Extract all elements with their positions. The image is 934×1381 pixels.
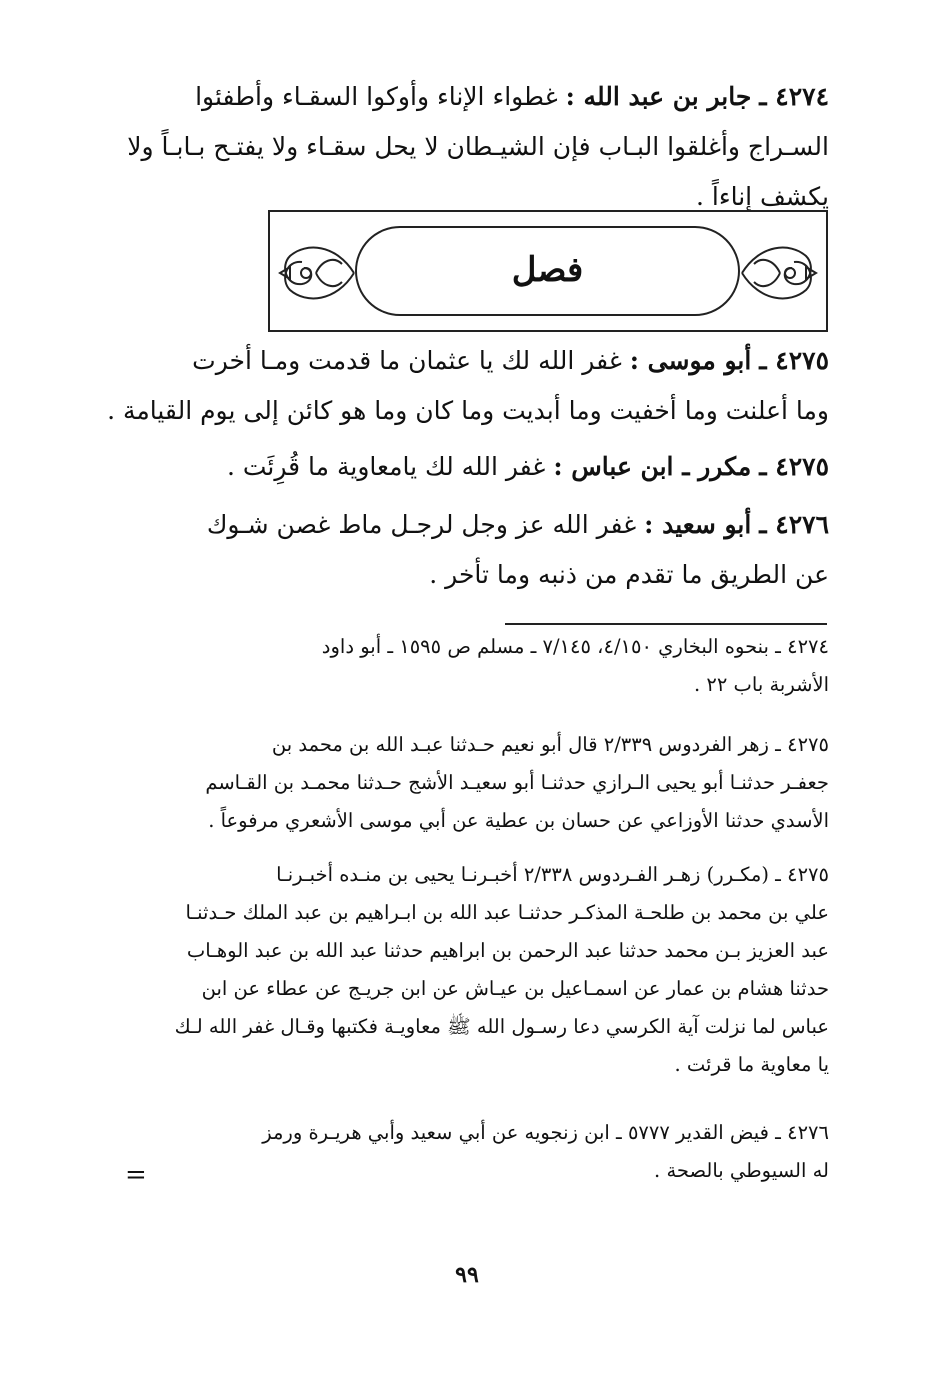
hadith-line: وما أعلنت وما أخفيت وما أبديت وما كان وما هو كائن إلى يوم القيامة . xyxy=(107,396,829,425)
hadith-number: ٤٢٧٤ ـ xyxy=(759,82,829,111)
hadith-number: ٤٢٧٥ ـ xyxy=(759,346,829,375)
footnote-4276 xyxy=(149,1114,829,1190)
hadith-text: غفر الله عز وجل لرجـل ماط غصن شـوك xyxy=(206,510,637,539)
footnote-separator xyxy=(505,623,827,625)
hadith-narrator: أبو موسى : xyxy=(629,346,752,375)
hadith-text: غطواء الإناء وأوكوا السقـاء وأطفئوا xyxy=(195,82,558,111)
footnote-line: ٤٢٧٥ ـ زهر الفردوس ٢/٣٣٩ قال أبو نعيم حـدثنا عبـد الله بن محمد بن xyxy=(271,733,829,756)
hadith-number: ٤٢٧٥ ـ xyxy=(759,452,829,481)
ornament-icon xyxy=(276,234,356,312)
hadith-4275-repeat xyxy=(149,442,829,492)
footnote-line: يا معاوية ما قرئت . xyxy=(674,1053,829,1076)
footnote-line: ٤٢٧٦ ـ فيض القدير ٥٧٧٧ ـ ابن زنجويه عن أبي سعيد وأبي هريـرة ورمز xyxy=(262,1121,829,1144)
hadith-narrator: أبو سعيد : xyxy=(644,510,752,539)
hadith-line xyxy=(149,336,829,386)
hadith-4275 xyxy=(107,336,829,436)
footnote-line: ٤٢٧٤ ـ بنحوه البخاري ٤/١٥٠، ٧/١٤٥ ـ مسلم ص ١٥٩٥ ـ أبو داود xyxy=(321,635,829,658)
ornament-icon xyxy=(740,234,820,312)
footnote-line: حدثنا هشام بن عمار عن اسمـاعيل بن عيـاش عن ابن جريـج عن عطاء عن ابن xyxy=(201,977,829,1000)
hadith-4276 xyxy=(149,500,829,600)
footnote-line: الأسدي حدثنا الأوزاعي عن حسان بن عطية عن أبي موسى الأشعري مرفوعاً . xyxy=(208,809,829,832)
hadith-narrator: مكرر ـ ابن عباس : xyxy=(553,452,752,481)
footnote-4275 xyxy=(149,726,829,840)
hadith-line: السـراج وأغلقوا البـاب فإن الشيـطان لا يحل سقـاء ولا يفتـح بـابـاً ولا xyxy=(127,132,829,161)
footnote-line: الأشربة باب ٢٢ . xyxy=(693,673,829,696)
hadith-line xyxy=(149,72,829,122)
hadith-narrator: جابر بن عبد الله : xyxy=(565,82,752,111)
section-title: فصل xyxy=(511,250,584,290)
hadith-line: عن الطريق ما تقدم من ذنبه وما تأخر . xyxy=(429,560,829,589)
footnote-line: ٤٢٧٥ ـ (مكـرر) زهـر الفـردوس ٢/٣٣٨ أخبـرنـا يحيى بن منـده أخبـرنـا xyxy=(276,863,829,886)
footnote-line: علي بن محمد بن طلحـة المذكـر حدثنـا عبد الله بن ابـراهيم بن عبد الملك حـدثنـا xyxy=(185,901,829,924)
footnote-line: جعفـر حدثنـا أبو يحيى الـرازي حدثنـا أبو سعيـد الأشج حـدثنا محمـد بن القـاسم xyxy=(205,771,829,794)
hadith-4274 xyxy=(127,72,829,222)
footnote-4275-repeat xyxy=(149,856,829,1084)
hadith-text: غفر الله لك يا عثمان ما قدمت ومـا أخرت xyxy=(192,346,622,375)
title-cartouche xyxy=(355,226,740,316)
hadith-line xyxy=(149,500,829,550)
hadith-line: يكشف إناءاً . xyxy=(695,182,829,211)
footnote-line: عبد العزيز بـن محمد حدثنا عبد الرحمن بن ابراهيم حدثنا عبد الله بن عبد الوهـاب xyxy=(186,939,829,962)
footnote-line: عباس لما نزلت آية الكرسي دعا رسـول الله ﷺ معاويـة فكتبها وقـال غفر الله لـك xyxy=(174,1015,829,1038)
hadith-text: غفر الله لك يامعاوية ما قُرِئَت . xyxy=(226,452,546,481)
continuation-mark: = xyxy=(125,1160,147,1190)
footnote-4274 xyxy=(149,628,829,704)
section-frame xyxy=(268,210,828,332)
footnote-line: له السيوطي بالصحة . xyxy=(654,1159,829,1182)
hadith-number: ٤٢٧٦ ـ xyxy=(759,510,829,539)
page-number: ٩٩ xyxy=(455,1262,479,1288)
hadith-line xyxy=(149,442,829,492)
